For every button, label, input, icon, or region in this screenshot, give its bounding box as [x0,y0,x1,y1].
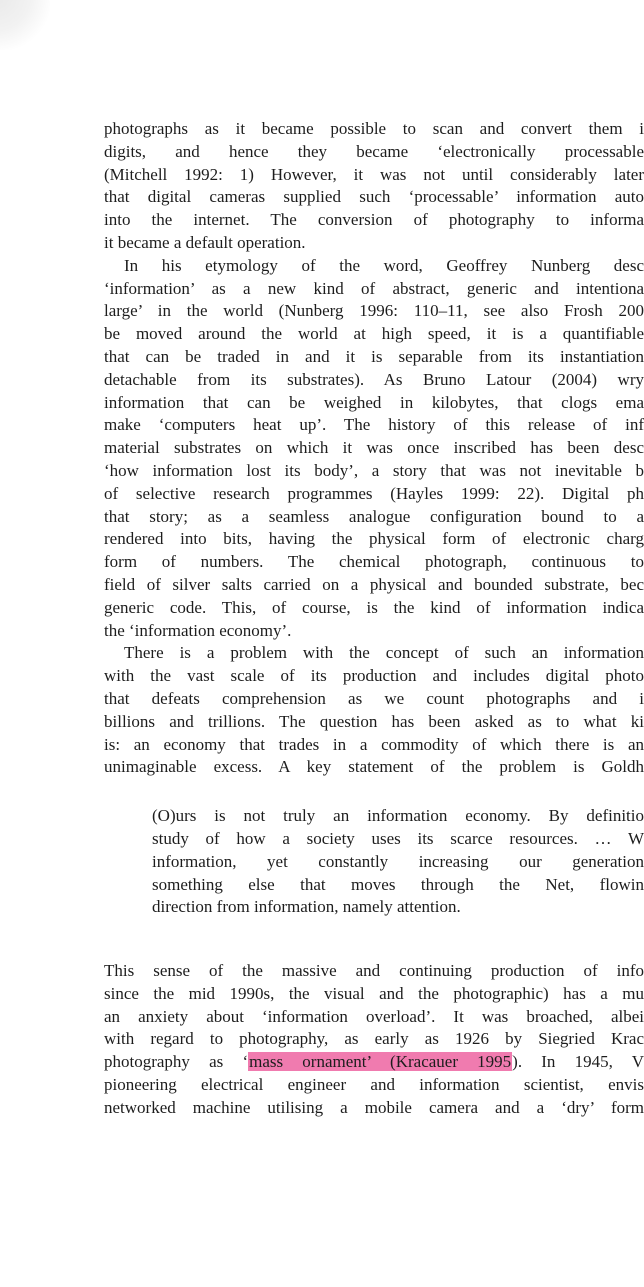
text-line: (Mitchell 1992: 1) However, it was not until considerably later [104,164,644,184]
text-line: large’ in the world (Nunberg 1996: 110–11, see also Frosh 200 [104,301,644,321]
text-line: photographs as it became possible to scan and convert them i [104,119,644,138]
page-corner-shadow [0,0,50,50]
text-line: form of numbers. The chemical photograph, continuous to [104,552,644,572]
text-line: ‘how information lost its body’, a story that was not inevitable b [104,460,644,480]
text-line: In his etymology of the word, Geoffrey Nunberg desc [124,255,644,275]
block-quote [152,805,644,919]
text-line: with the vast scale of its production and includes digital photo [104,666,644,686]
text-line: billions and trillions. The question has been asked as to what ki [104,711,644,731]
quote-line: something else that moves through the Net, flowin [152,874,644,894]
text-line: unimaginable excess. A key statement of the problem is Goldh [104,757,644,777]
text-line: information that can be weighed in kilobytes, that clogs ema [104,392,644,412]
text-line: pioneering electrical engineer and information scientist, envis [104,1075,644,1095]
text-segment: photography as ‘ [104,1052,249,1072]
paragraph-2 [104,255,644,643]
text-line: generic code. This, of course, is the kind of information indica [104,597,644,617]
paragraph-3 [104,642,644,779]
text-line: This sense of the massive and continuing production of info [104,961,644,981]
quote-line: information, yet constantly increasing our generation [152,851,644,871]
text-line: that story; as a seamless analogue configuration bound to a [104,506,644,526]
text-line: digits, and hence they became ‘electronically processable [104,141,644,161]
text-line: it became a default operation. [104,232,306,252]
highlighted-text-line [104,1051,644,1074]
text-line: since the mid 1990s, the visual and the photographic) has a mu [104,983,644,1003]
text-line: make ‘computers heat up’. The history of this release of inf [104,415,644,435]
text-line: ‘information’ as a new kind of abstract, generic and intentiona [104,278,644,298]
text-line: networked machine utilising a mobile camera and a ‘dry’ form [104,1097,644,1117]
text-line: into the internet. The conversion of photography to informa [104,210,644,230]
text-line: of selective research programmes (Hayles 1999: 22). Digital ph [104,483,644,503]
quote-line: direction from information, namely attention. [152,897,461,917]
quote-line: (O)urs is not truly an information economy. By definitio [152,806,644,826]
text-line: rendered into bits, having the physical form of electronic charg [104,529,644,549]
text-line: that can be traded in and it is separable from its instantiation [104,346,644,366]
text-segment: ). In 1945, V [512,1052,644,1072]
text-line: that digital cameras supplied such ‘processable’ information auto [104,187,644,207]
text-highlight[interactable]: mass ornament’ (Kracauer 1995 [249,1052,512,1072]
text-line: There is a problem with the concept of such an information [124,643,644,663]
text-line: be moved around the world at high speed, it is a quantifiable [104,324,644,344]
text-line: field of silver salts carried on a physical and bounded substrate, bec [104,574,644,594]
text-line: detachable from its substrates). As Bruno Latour (2004) wry [104,369,644,389]
text-line: the ‘information economy’. [104,620,292,640]
document-page [104,118,644,1120]
text-line: is: an economy that trades in a commodity of which there is an [104,734,644,754]
text-line: an anxiety about ‘information overload’. It was broached, albei [104,1006,644,1026]
text-line: with regard to photography, as early as 1926 by Siegried Krac [104,1029,644,1049]
text-line: material substrates on which it was once inscribed has been desc [104,438,644,458]
text-line: that defeats comprehension as we count photographs and i [104,688,644,708]
paragraph-4 [104,960,644,1120]
paragraph-1 [104,118,644,255]
quote-line: study of how a society uses its scarce resources. … W [152,828,644,848]
